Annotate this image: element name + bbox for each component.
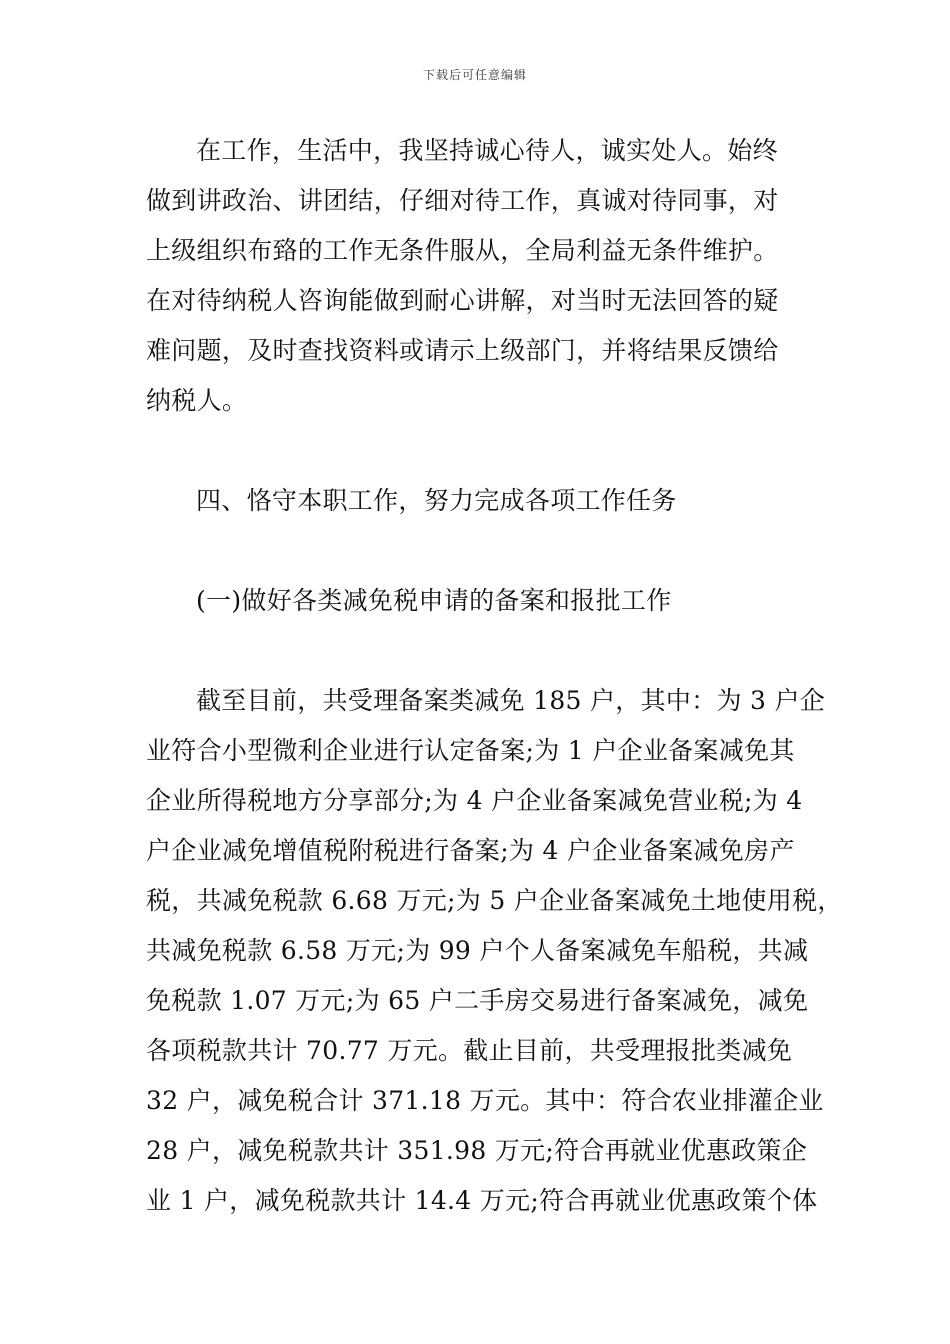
paragraph-integrity xyxy=(146,126,822,426)
paragraph-gap xyxy=(146,426,822,476)
text-line: 难问题，及时查找资料或请示上级部门，并将结果反馈给 xyxy=(146,336,779,365)
text-line: 在对待纳税人咨询能做到耐心讲解，对当时无法回答的疑 xyxy=(146,286,779,315)
text-line: 28 户，减免税款共计 351.98 万元;符合再就业优惠政策企 xyxy=(146,1136,808,1165)
text-line: 业符合小型微利企业进行认定备案;为 1 户企业备案减免其 xyxy=(146,736,795,765)
document-body xyxy=(146,126,843,1226)
text-line: 32 户，减免税合计 371.18 万元。其中：符合农业排灌企业 xyxy=(146,1086,824,1115)
paragraph-gap xyxy=(146,526,822,576)
heading-line: 四、恪守本职工作，努力完成各项工作任务 xyxy=(196,486,677,515)
text-line: 税，共减免税款 6.68 万元;为 5 户企业备案减免土地使用税， xyxy=(146,886,843,915)
text-line: 各项税款共计 70.77 万元。截止目前，共受理报批类减免 xyxy=(146,1036,793,1065)
text-line: 共减免税款 6.58 万元;为 99 户个人备案减免车船税，共减 xyxy=(146,936,809,965)
section-heading xyxy=(146,476,822,526)
paragraph-gap xyxy=(146,626,822,676)
paragraph-tax-relief xyxy=(146,676,843,1226)
text-line: 纳税人。 xyxy=(146,386,248,415)
subsection-heading xyxy=(146,576,822,626)
heading-line: (一)做好各类减免税申请的备案和报批工作 xyxy=(196,586,672,615)
page-header-note: 下载后可任意编辑 xyxy=(422,68,527,82)
text-line: 截至目前，共受理备案类减免 185 户，其中：为 3 户企 xyxy=(196,686,826,715)
text-line: 业 1 户，减免税款共计 14.4 万元;符合再就业优惠政策个体 xyxy=(146,1186,818,1215)
text-line: 在工作，生活中，我坚持诚心待人，诚实处人。始终 xyxy=(196,136,778,165)
text-line: 上级组织布臵的工作无条件服从，全局利益无条件维护。 xyxy=(146,236,779,265)
text-line: 做到讲政治、讲团结，仔细对待工作，真诚对待同事，对 xyxy=(146,186,779,215)
text-line: 户企业减免增值税附税进行备案;为 4 户企业备案减免房产 xyxy=(146,836,795,865)
text-line: 企业所得税地方分享部分;为 4 户企业备案减免营业税;为 4 xyxy=(146,786,803,815)
text-line: 免税款 1.07 万元;为 65 户二手房交易进行备案减免，减免 xyxy=(146,986,809,1015)
